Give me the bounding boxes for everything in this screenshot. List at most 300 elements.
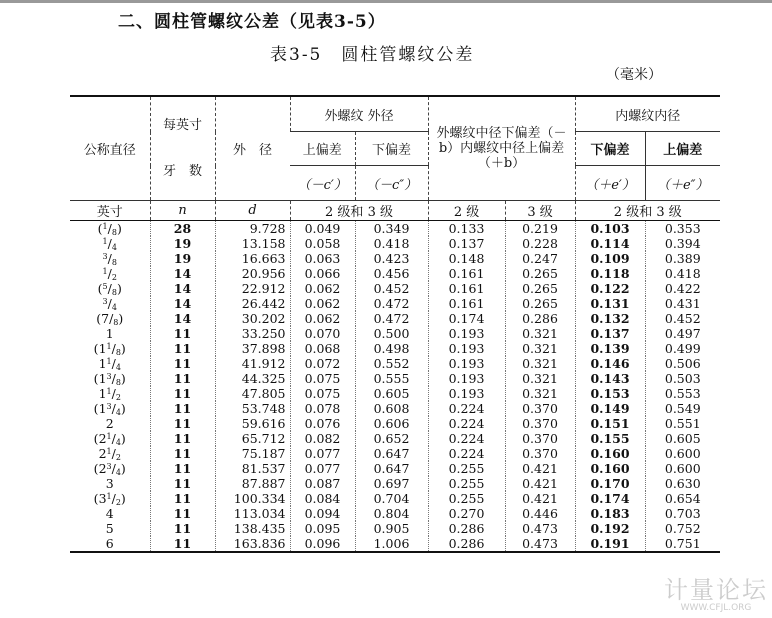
- cell-c2: 0.498: [355, 341, 428, 356]
- nominal-num: 1: [102, 267, 108, 276]
- cell-b3: 0.446: [505, 506, 575, 521]
- table-row: [70, 281, 720, 296]
- header-grade23-b: 2 级和 3 级: [575, 201, 720, 221]
- nominal-whole: 1: [105, 326, 114, 341]
- table-row: [70, 491, 720, 506]
- cell-d: 37.898: [215, 341, 290, 356]
- nominal-den: 8: [111, 258, 117, 266]
- cell-n: 11: [150, 506, 215, 521]
- nominal-den: 8: [115, 378, 121, 386]
- cell-d: 33.250: [215, 326, 290, 341]
- cell-b3: 0.421: [505, 476, 575, 491]
- cell-e2: 0.752: [645, 521, 720, 536]
- cell-nominal: [70, 341, 150, 356]
- cell-e2: 0.497: [645, 326, 720, 341]
- cell-n: 14: [150, 311, 215, 326]
- cell-e1: 0.132: [575, 311, 645, 326]
- cell-d: 47.805: [215, 386, 290, 401]
- cell-b3: 0.370: [505, 431, 575, 446]
- nominal-den: 2: [115, 498, 121, 506]
- cell-d: 30.202: [215, 311, 290, 326]
- cell-c2: 0.697: [355, 476, 428, 491]
- cell-b3: 0.473: [505, 536, 575, 552]
- table-row: [70, 431, 720, 446]
- nominal-num: 3: [102, 252, 108, 261]
- cell-d: 113.034: [215, 506, 290, 521]
- nominal-num: 1: [102, 222, 108, 231]
- cell-b3: 0.421: [505, 461, 575, 476]
- watermark-text: 计量论坛: [664, 576, 768, 604]
- header-n: n: [150, 201, 215, 221]
- cell-b3: 0.473: [505, 521, 575, 536]
- cell-c2: 0.804: [355, 506, 428, 521]
- cell-b3: 0.265: [505, 266, 575, 281]
- cell-nominal: [70, 266, 150, 281]
- cell-e2: 0.630: [645, 476, 720, 491]
- cell-n: 11: [150, 401, 215, 416]
- nominal-pre: (: [97, 281, 103, 296]
- header-pitch: 外螺纹中径下偏差（－b）内螺纹中径上偏差（＋b）: [428, 96, 575, 201]
- cell-b3: 0.370: [505, 446, 575, 461]
- cell-e2: 0.600: [645, 446, 720, 461]
- cell-b2: 0.133: [428, 221, 505, 237]
- cell-e2: 0.422: [645, 281, 720, 296]
- nominal-num: 3: [106, 402, 112, 411]
- cell-e1: 0.149: [575, 401, 645, 416]
- cell-e1: 0.192: [575, 521, 645, 536]
- nominal-whole: 5: [105, 521, 114, 536]
- cell-c1: 0.084: [290, 491, 355, 506]
- cell-nominal: [70, 386, 150, 401]
- cell-n: 11: [150, 521, 215, 536]
- nominal-den: 8: [111, 228, 117, 236]
- cell-c2: 0.423: [355, 251, 428, 266]
- cell-c1: 0.058: [290, 236, 355, 251]
- nominal-den: 4: [115, 468, 121, 476]
- cell-b3: 0.370: [505, 416, 575, 431]
- cell-b2: 0.161: [428, 266, 505, 281]
- cell-nominal: [70, 446, 150, 461]
- cell-c2: 0.605: [355, 386, 428, 401]
- cell-c1: 0.063: [290, 251, 355, 266]
- cell-d: 59.616: [215, 416, 290, 431]
- header-grade23-a: 2 级和 3 级: [290, 201, 428, 221]
- cell-c1: 0.049: [290, 221, 355, 237]
- cell-e1: 0.109: [575, 251, 645, 266]
- cell-e2: 0.600: [645, 461, 720, 476]
- watermark-url: WWW.CFJL.ORG: [680, 603, 752, 613]
- cell-c1: 0.078: [290, 401, 355, 416]
- nominal-whole: 1: [98, 356, 107, 371]
- cell-c2: 0.552: [355, 356, 428, 371]
- nominal-whole: 2: [98, 461, 107, 476]
- cell-e1: 0.114: [575, 236, 645, 251]
- cell-e2: 0.353: [645, 221, 720, 237]
- cell-c2: 0.905: [355, 521, 428, 536]
- cell-b3: 0.219: [505, 221, 575, 237]
- cell-n: 11: [150, 431, 215, 446]
- cell-e2: 0.394: [645, 236, 720, 251]
- header-int-minor: 内螺纹内径: [575, 96, 720, 132]
- table-row: [70, 371, 720, 386]
- cell-d: 65.712: [215, 431, 290, 446]
- header-upper-dev: 上偏差: [290, 132, 355, 166]
- cell-n: 28: [150, 221, 215, 237]
- cell-b3: 0.421: [505, 491, 575, 506]
- header-upper-dev2: 上偏差: [645, 132, 720, 166]
- cell-nominal: [70, 281, 150, 296]
- header-grade3: 3 级: [505, 201, 575, 221]
- cell-e1: 0.137: [575, 326, 645, 341]
- cell-c1: 0.077: [290, 446, 355, 461]
- nominal-num: 1: [106, 342, 112, 351]
- section-heading: 二、圆柱管螺纹公差（见表3-5）: [118, 12, 386, 32]
- cell-c2: 0.555: [355, 371, 428, 386]
- nominal-post: ): [120, 401, 126, 416]
- cell-c2: 0.456: [355, 266, 428, 281]
- cell-e1: 0.139: [575, 341, 645, 356]
- cell-b2: 0.224: [428, 416, 505, 431]
- cell-n: 14: [150, 296, 215, 311]
- cell-b3: 0.265: [505, 296, 575, 311]
- table-row: [70, 296, 720, 311]
- nominal-den: 8: [113, 318, 119, 326]
- cell-e2: 0.418: [645, 266, 720, 281]
- fraction-slash: /: [111, 461, 116, 476]
- table-row: [70, 251, 720, 266]
- table-row: [70, 506, 720, 521]
- cell-c2: 0.647: [355, 461, 428, 476]
- table-row: [70, 521, 720, 536]
- tolerance-table: [70, 95, 720, 553]
- watermark: [664, 578, 768, 613]
- cell-b2: 0.255: [428, 461, 505, 476]
- cell-c2: 0.608: [355, 401, 428, 416]
- nominal-den: 2: [111, 273, 117, 281]
- cell-c2: 0.704: [355, 491, 428, 506]
- nominal-whole: 2: [98, 431, 107, 446]
- cell-c1: 0.096: [290, 536, 355, 552]
- cell-n: 11: [150, 446, 215, 461]
- cell-b2: 0.286: [428, 536, 505, 552]
- cell-nominal: [70, 251, 150, 266]
- nominal-post: ): [120, 431, 126, 446]
- header-d: d: [215, 201, 290, 221]
- fraction-slash: /: [111, 431, 116, 446]
- cell-e2: 0.549: [645, 401, 720, 416]
- cell-c1: 0.062: [290, 311, 355, 326]
- cell-c2: 0.418: [355, 236, 428, 251]
- cell-b3: 0.321: [505, 356, 575, 371]
- header-ext-major: 外螺纹 外径: [290, 96, 428, 132]
- cell-c1: 0.077: [290, 461, 355, 476]
- table-row: [70, 341, 720, 356]
- cell-b2: 0.224: [428, 446, 505, 461]
- nominal-pre: (: [93, 401, 99, 416]
- cell-e1: 0.153: [575, 386, 645, 401]
- cell-nominal: [70, 356, 150, 371]
- cell-c2: 0.652: [355, 431, 428, 446]
- cell-c1: 0.066: [290, 266, 355, 281]
- nominal-num: 1: [106, 357, 112, 366]
- nominal-den: 4: [111, 243, 117, 251]
- nominal-whole: 1: [98, 371, 107, 386]
- nominal-den: 4: [115, 438, 121, 446]
- nominal-pre: (: [97, 221, 103, 236]
- cell-d: 22.912: [215, 281, 290, 296]
- cell-b2: 0.137: [428, 236, 505, 251]
- cell-n: 11: [150, 536, 215, 552]
- cell-nominal: [70, 521, 150, 536]
- fraction-slash: /: [109, 311, 114, 326]
- cell-b2: 0.193: [428, 386, 505, 401]
- cell-b3: 0.247: [505, 251, 575, 266]
- nominal-whole: 4: [105, 506, 114, 521]
- nominal-post: ): [120, 461, 126, 476]
- nominal-post: ): [120, 371, 126, 386]
- cell-nominal: [70, 416, 150, 431]
- cell-n: 11: [150, 491, 215, 506]
- cell-c1: 0.072: [290, 356, 355, 371]
- unit-label: （毫米）: [606, 67, 662, 83]
- cell-d: 44.325: [215, 371, 290, 386]
- cell-b3: 0.321: [505, 386, 575, 401]
- nominal-den: 2: [115, 453, 121, 461]
- nominal-num: 1: [102, 237, 108, 246]
- cell-e1: 0.146: [575, 356, 645, 371]
- cell-b2: 0.224: [428, 431, 505, 446]
- cell-c1: 0.087: [290, 476, 355, 491]
- nominal-whole: 1: [98, 341, 107, 356]
- cell-b2: 0.193: [428, 356, 505, 371]
- header-unit-inch: 英寸: [70, 201, 150, 221]
- header-e1: （＋e′）: [575, 166, 645, 201]
- header-grade2: 2 级: [428, 201, 505, 221]
- cell-d: 9.728: [215, 221, 290, 237]
- cell-d: 100.334: [215, 491, 290, 506]
- table-row: [70, 476, 720, 491]
- cell-b2: 0.270: [428, 506, 505, 521]
- cell-b2: 0.193: [428, 326, 505, 341]
- cell-b2: 0.224: [428, 401, 505, 416]
- cell-e1: 0.170: [575, 476, 645, 491]
- cell-n: 19: [150, 251, 215, 266]
- nominal-num: 1: [106, 447, 112, 456]
- table-row: [70, 236, 720, 251]
- cell-b2: 0.161: [428, 281, 505, 296]
- cell-nominal: [70, 311, 150, 326]
- header-c2: （－c″）: [355, 166, 428, 201]
- cell-e2: 0.551: [645, 416, 720, 431]
- cell-nominal: [70, 506, 150, 521]
- cell-c2: 0.472: [355, 296, 428, 311]
- fraction-slash: /: [111, 446, 116, 461]
- nominal-pre: (: [93, 461, 99, 476]
- cell-b2: 0.193: [428, 341, 505, 356]
- cell-d: 13.158: [215, 236, 290, 251]
- nominal-num: 1: [106, 492, 112, 501]
- header-tpi-bottom: 牙 数: [162, 163, 202, 179]
- nominal-pre: (: [93, 341, 99, 356]
- cell-n: 14: [150, 266, 215, 281]
- nominal-num: 3: [102, 297, 108, 306]
- nominal-pre: (: [96, 311, 102, 326]
- nominal-num: 1: [106, 387, 112, 396]
- cell-b3: 0.321: [505, 371, 575, 386]
- cell-d: 16.663: [215, 251, 290, 266]
- table-body: [70, 221, 720, 553]
- fraction-slash: /: [107, 221, 112, 236]
- cell-e1: 0.160: [575, 446, 645, 461]
- cell-c1: 0.082: [290, 431, 355, 446]
- nominal-post: ): [120, 341, 126, 356]
- nominal-whole: 1: [98, 386, 107, 401]
- cell-c1: 0.095: [290, 521, 355, 536]
- cell-e1: 0.191: [575, 536, 645, 552]
- cell-n: 14: [150, 281, 215, 296]
- cell-n: 19: [150, 236, 215, 251]
- cell-d: 163.836: [215, 536, 290, 552]
- cell-nominal: [70, 476, 150, 491]
- cell-e1: 0.160: [575, 461, 645, 476]
- table-row: [70, 536, 720, 552]
- fraction-slash: /: [107, 281, 112, 296]
- cell-b3: 0.321: [505, 341, 575, 356]
- nominal-num: 5: [102, 282, 108, 291]
- cell-c1: 0.075: [290, 371, 355, 386]
- fraction-slash: /: [107, 251, 112, 266]
- cell-e2: 0.506: [645, 356, 720, 371]
- cell-b2: 0.174: [428, 311, 505, 326]
- cell-d: 81.537: [215, 461, 290, 476]
- table-row: [70, 356, 720, 371]
- cell-nominal: [70, 431, 150, 446]
- cell-c2: 0.647: [355, 446, 428, 461]
- table-row: [70, 266, 720, 281]
- cell-d: 53.748: [215, 401, 290, 416]
- cell-e1: 0.151: [575, 416, 645, 431]
- cell-nominal: [70, 236, 150, 251]
- nominal-num: 3: [106, 372, 112, 381]
- cell-b2: 0.286: [428, 521, 505, 536]
- table-row: [70, 461, 720, 476]
- cell-e1: 0.103: [575, 221, 645, 237]
- cell-b2: 0.193: [428, 371, 505, 386]
- nominal-pre: (: [93, 491, 99, 506]
- table-row: [70, 326, 720, 341]
- fraction-slash: /: [111, 386, 116, 401]
- cell-c2: 0.349: [355, 221, 428, 237]
- cell-c1: 0.062: [290, 281, 355, 296]
- cell-n: 11: [150, 416, 215, 431]
- nominal-post: ): [120, 491, 126, 506]
- cell-e2: 0.703: [645, 506, 720, 521]
- cell-d: 87.887: [215, 476, 290, 491]
- cell-nominal: [70, 401, 150, 416]
- fraction-slash: /: [111, 401, 116, 416]
- cell-e1: 0.131: [575, 296, 645, 311]
- cell-d: 138.435: [215, 521, 290, 536]
- top-border: [0, 0, 772, 3]
- cell-nominal: [70, 536, 150, 552]
- table-row: [70, 416, 720, 431]
- table-caption: 表3-5 圆柱管螺纹公差: [270, 45, 475, 65]
- cell-e2: 0.499: [645, 341, 720, 356]
- cell-c1: 0.062: [290, 296, 355, 311]
- cell-b3: 0.286: [505, 311, 575, 326]
- cell-b2: 0.148: [428, 251, 505, 266]
- fraction-slash: /: [107, 236, 112, 251]
- cell-b3: 0.265: [505, 281, 575, 296]
- fraction-slash: /: [107, 266, 112, 281]
- fraction-slash: /: [111, 356, 116, 371]
- nominal-den: 8: [111, 288, 117, 296]
- nominal-post: ): [116, 221, 122, 236]
- nominal-den: 4: [115, 363, 121, 371]
- cell-e2: 0.654: [645, 491, 720, 506]
- fraction-slash: /: [111, 491, 116, 506]
- cell-d: 75.187: [215, 446, 290, 461]
- cell-c2: 0.472: [355, 311, 428, 326]
- cell-b2: 0.161: [428, 296, 505, 311]
- cell-e1: 0.118: [575, 266, 645, 281]
- cell-n: 11: [150, 386, 215, 401]
- cell-n: 11: [150, 476, 215, 491]
- nominal-whole: 3: [105, 476, 114, 491]
- cell-e1: 0.143: [575, 371, 645, 386]
- cell-nominal: [70, 221, 150, 237]
- header-nominal: 公称直径: [70, 96, 150, 201]
- cell-c1: 0.076: [290, 416, 355, 431]
- cell-e2: 0.553: [645, 386, 720, 401]
- cell-nominal: [70, 296, 150, 311]
- cell-c2: 0.452: [355, 281, 428, 296]
- cell-nominal: [70, 491, 150, 506]
- table-row: [70, 221, 720, 237]
- cell-n: 11: [150, 326, 215, 341]
- table-row: [70, 311, 720, 326]
- cell-n: 11: [150, 356, 215, 371]
- header-e2: （＋e″）: [645, 166, 720, 201]
- nominal-whole: 7: [101, 311, 110, 326]
- cell-d: 41.912: [215, 356, 290, 371]
- nominal-whole: 2: [98, 446, 107, 461]
- header-lower-dev: 下偏差: [355, 132, 428, 166]
- header-lower-dev2: 下偏差: [575, 132, 645, 166]
- cell-c2: 1.006: [355, 536, 428, 552]
- cell-nominal: [70, 371, 150, 386]
- nominal-num: 1: [106, 432, 112, 441]
- cell-b3: 0.370: [505, 401, 575, 416]
- cell-e1: 0.174: [575, 491, 645, 506]
- nominal-den: 8: [115, 348, 121, 356]
- nominal-whole: 6: [105, 536, 114, 551]
- fraction-slash: /: [107, 296, 112, 311]
- nominal-post: ): [118, 311, 124, 326]
- cell-n: 11: [150, 341, 215, 356]
- cell-e2: 0.389: [645, 251, 720, 266]
- cell-e2: 0.503: [645, 371, 720, 386]
- fraction-slash: /: [111, 341, 116, 356]
- cell-nominal: [70, 326, 150, 341]
- cell-e1: 0.155: [575, 431, 645, 446]
- header-tpi: [150, 96, 215, 201]
- table-row: [70, 386, 720, 401]
- cell-n: 11: [150, 371, 215, 386]
- cell-e2: 0.751: [645, 536, 720, 552]
- header-tpi-top: 每英寸: [162, 117, 202, 133]
- cell-e2: 0.452: [645, 311, 720, 326]
